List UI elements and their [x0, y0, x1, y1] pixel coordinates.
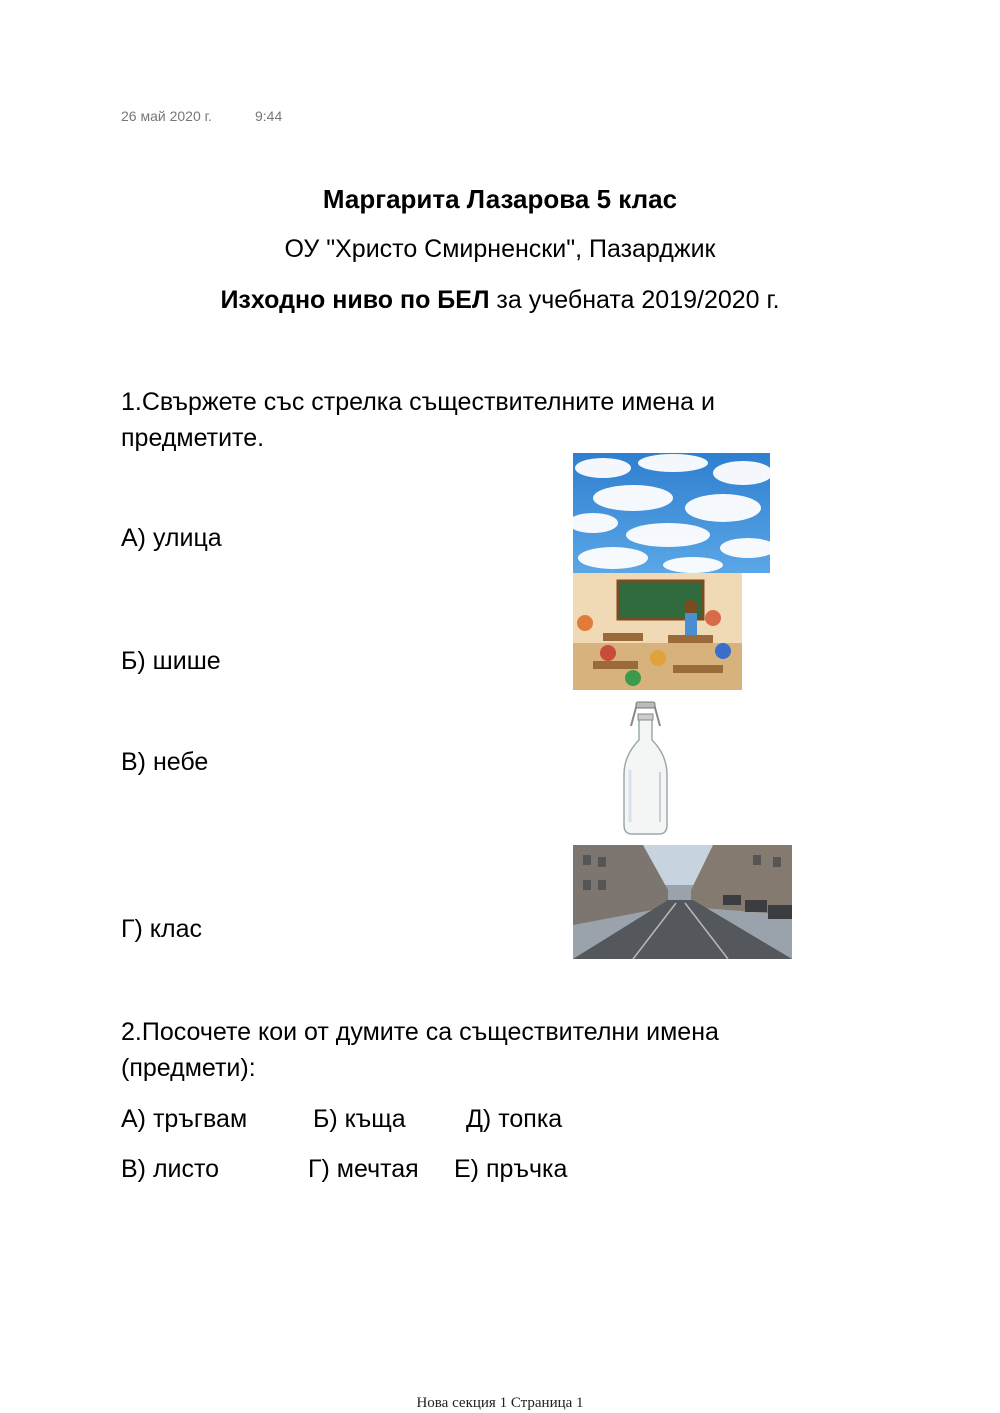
- task1-option-a: А) улица: [121, 524, 222, 552]
- subtitle: [0, 286, 1000, 315]
- page-title: Маргарита Лазарова 5 клас: [322, 184, 678, 214]
- subtitle-bold: Изходно ниво по БЕЛ: [220, 286, 490, 314]
- subtitle-rest: за учебната 2019/2020 г.: [489, 286, 780, 314]
- task2-option-a: А) тръгвам: [121, 1105, 248, 1133]
- task1-option-c: В) небе: [121, 748, 209, 776]
- school-name: ОУ "Христо Смирненски", Пазарджик: [284, 235, 716, 263]
- page-footer: Нова секция 1 Страница 1: [416, 1395, 584, 1411]
- bottle-image: [618, 700, 673, 837]
- street-image: [573, 845, 792, 959]
- task2-option-d: Г) мечтая: [308, 1155, 419, 1183]
- sky-image: [573, 453, 770, 573]
- print-time: 9:44: [255, 108, 283, 124]
- task2-option-c: В) листо: [121, 1155, 220, 1183]
- print-date: 26 май 2020 г.: [121, 108, 212, 124]
- task2-prompt: 2.Посочете кои от думите са съществителни имена (предмети):: [121, 1018, 719, 1082]
- task2-option-e: Д) топка: [466, 1105, 563, 1133]
- task1-prompt: 1.Свържете със стрелка съществителните имена и предметите.: [121, 388, 715, 452]
- task1-option-d: Г) клас: [121, 915, 203, 943]
- task1-option-b: Б) шише: [121, 647, 221, 675]
- task2-option-f: Е) пръчка: [454, 1155, 568, 1183]
- task2-option-b: Б) къща: [313, 1105, 406, 1133]
- classroom-image: [573, 573, 742, 690]
